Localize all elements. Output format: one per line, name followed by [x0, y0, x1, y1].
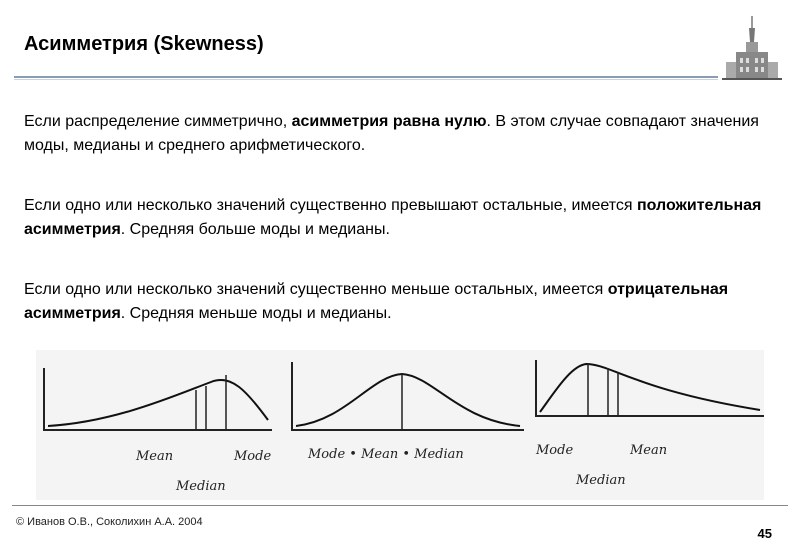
paragraph-text: Если распределение симметрично, — [24, 113, 292, 130]
paragraph-emphasis: отрицательная асимметрия — [24, 281, 729, 322]
mean-label: Mean — [136, 449, 174, 464]
copyright-text: © Иванов О.В., Соколихин А.А. 2004 — [16, 516, 203, 528]
slide-title: Асимметрия (Skewness) — [24, 33, 264, 55]
paragraph-symmetric — [24, 110, 780, 158]
university-building-icon — [720, 14, 784, 82]
paragraph-positive — [24, 194, 780, 242]
paragraph-negative — [24, 278, 780, 326]
median-label: Median — [576, 473, 626, 488]
symmetric-label: Mode • Mean • Median — [308, 447, 464, 462]
mode-label: Mode — [234, 449, 272, 464]
paragraph-emphasis: положительная асимметрия — [24, 197, 762, 238]
figure-background — [36, 350, 764, 500]
title-divider — [14, 76, 718, 78]
skewness-figures — [36, 350, 764, 500]
paragraph-text: . В этом случае совпадают значения моды, медианы и среднего арифметического. — [24, 113, 759, 154]
paragraph-text: Если одно или несколько значений существенно превышают остальные, имеется — [24, 197, 637, 214]
median-label: Median — [176, 479, 226, 494]
mean-label: Mean — [630, 443, 668, 458]
paragraph-text: . Средняя меньше моды и медианы. — [120, 305, 392, 322]
paragraph-text: Если одно или несколько значений существенно меньше остальных, имеется — [24, 281, 608, 298]
paragraph-emphasis: асимметрия равна нулю — [291, 113, 487, 130]
page-number: 45 — [757, 526, 772, 541]
paragraph-text: . Средняя больше моды и медианы. — [120, 221, 390, 238]
footer-divider — [12, 505, 788, 506]
mode-label: Mode — [536, 443, 574, 458]
title-divider-shadow — [14, 79, 718, 80]
